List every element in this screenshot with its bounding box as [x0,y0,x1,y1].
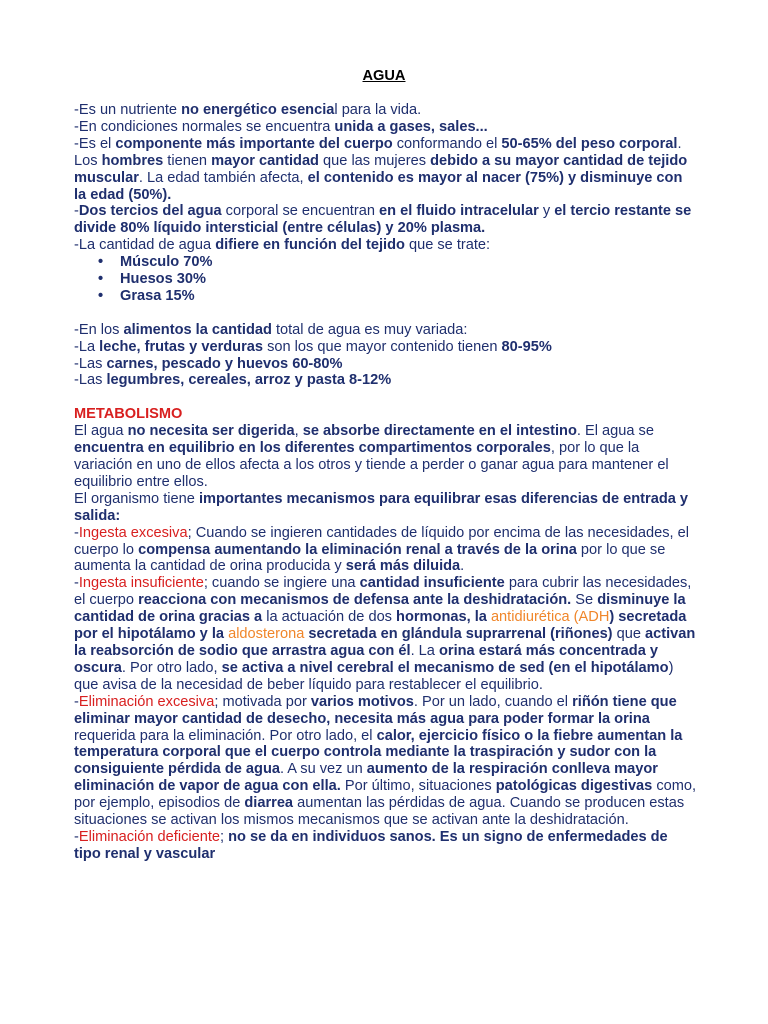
page-title: AGUA [362,68,406,84]
paragraph-digestion: El agua no necesita ser digerida, se absorbe directamente en el intestino. El agua se encuentra en equilibrio en los diferentes compartimentos corporales, por lo que la variación en uno de ellos afecta a los otros y tiende a perder o ganar agua para mantener el equilibrio entre ellos. [74,423,669,490]
paragraph-excess-intake: -Ingesta excesiva; Cuando se ingieren cantidades de líquido por encima de las necesidades, el cuerpo lo compensa aumentando la eliminación renal a través de la orina por lo que se aumenta la cantidad de orina producida y será más diluida. [74,524,689,575]
document-body [74,102,698,863]
paragraph-meat: -Las carnes, pescado y huevos 60-80% [74,355,343,372]
list-item: • Huesos 30% [98,271,206,288]
section-heading-metabolismo: METABOLISMO [74,406,183,423]
bullet-icon: • [98,287,104,304]
list-item: • Músculo 70% [98,254,213,271]
tissue-list [74,254,698,305]
paragraph-excess-elimination: -Eliminación excesiva; motivada por varios motivos. Por un lado, cuando el riñón tiene que eliminar mayor cantidad de desecho, necesita más agua para poder formar la orina requerida para la eliminación. Por otro lado, el calor, ejercicio físico o la fiebre aumentan la temperatura corporal que el cuerpo controla mediante la traspiración y sudor con la consiguiente pérdida de agua. A su vez un aumento de la respiración conlleva mayor eliminación de vapor de agua con ella. Por último, situaciones patológicas digestivas como, por ejemplo, episodios de diarrea aumentan las pérdidas de agua. Cuando se producen estas situaciones se activan los mismos mecanismos que se activan ante la deshidratación. [74,693,697,829]
paragraph-tissue: -La cantidad de agua difiere en función del tejido que se trate: [74,237,491,254]
bullet-icon: • [98,271,104,288]
paragraph-legumes: -Las legumbres, cereales, arroz y pasta 8-12% [74,372,392,389]
bullet-icon: • [98,254,104,271]
paragraph-component: -Es el componente más importante del cuerpo conformando el 50-65% del peso corporal. Los hombres tienen mayor cantidad que las mujeres debido a su mayor cantidad de tejido muscular. La edad también afecta, el contenido es mayor al nacer (75%) y disminuye con la edad (50%). [74,135,688,203]
paragraph-insufficient-intake: -Ingesta insuficiente; cuando se ingiere una cantidad insuficiente para cubrir las necesidades, el cuerpo reacciona con mecanismos de defensa ante la deshidratación. Se disminuye la cantidad de orina gracias a la actuación de dos hormonas, la antidiurética (ADH) secretada por el hipotálamo y la aldosterona secretada en glándula suprarrenal (riñones) que activan la reabsorción de sodio que arrastra agua con él. La orina estará más concentrada y oscura. Por otro lado, se activa a nivel cerebral el mecanismo de sed (en el hipotálamo) que avisa de la necesidad de beber líquido para restablecer el equilibrio. [74,575,696,693]
paragraph-foods: -En los alimentos la cantidad total de agua es muy variada: [74,321,468,338]
paragraph-milk: -La leche, frutas y verduras son los que mayor contenido tienen 80-95% [74,338,552,355]
paragraph-thirds: -Dos tercios del agua corporal se encuentran en el fluido intracelular y el tercio restante se divide 80% líquido intersticial (entre células) y 20% plasma. [74,203,692,237]
list-item: • Grasa 15% [98,287,195,304]
spacer [74,305,698,322]
paragraph-conditions: -En condiciones normales se encuentra unida a gases, sales... [74,118,488,135]
spacer [74,389,698,406]
paragraph-nutrient: -Es un nutriente no energético esencial para la vida. [74,102,422,118]
paragraph-deficient-elimination: -Eliminación deficiente; no se da en individuos sanos. Es un signo de enfermedades de tipo renal y vascular [74,828,668,862]
paragraph-mechanisms: El organismo tiene importantes mecanismos para equilibrar esas diferencias de entrada y salida: [74,490,689,524]
